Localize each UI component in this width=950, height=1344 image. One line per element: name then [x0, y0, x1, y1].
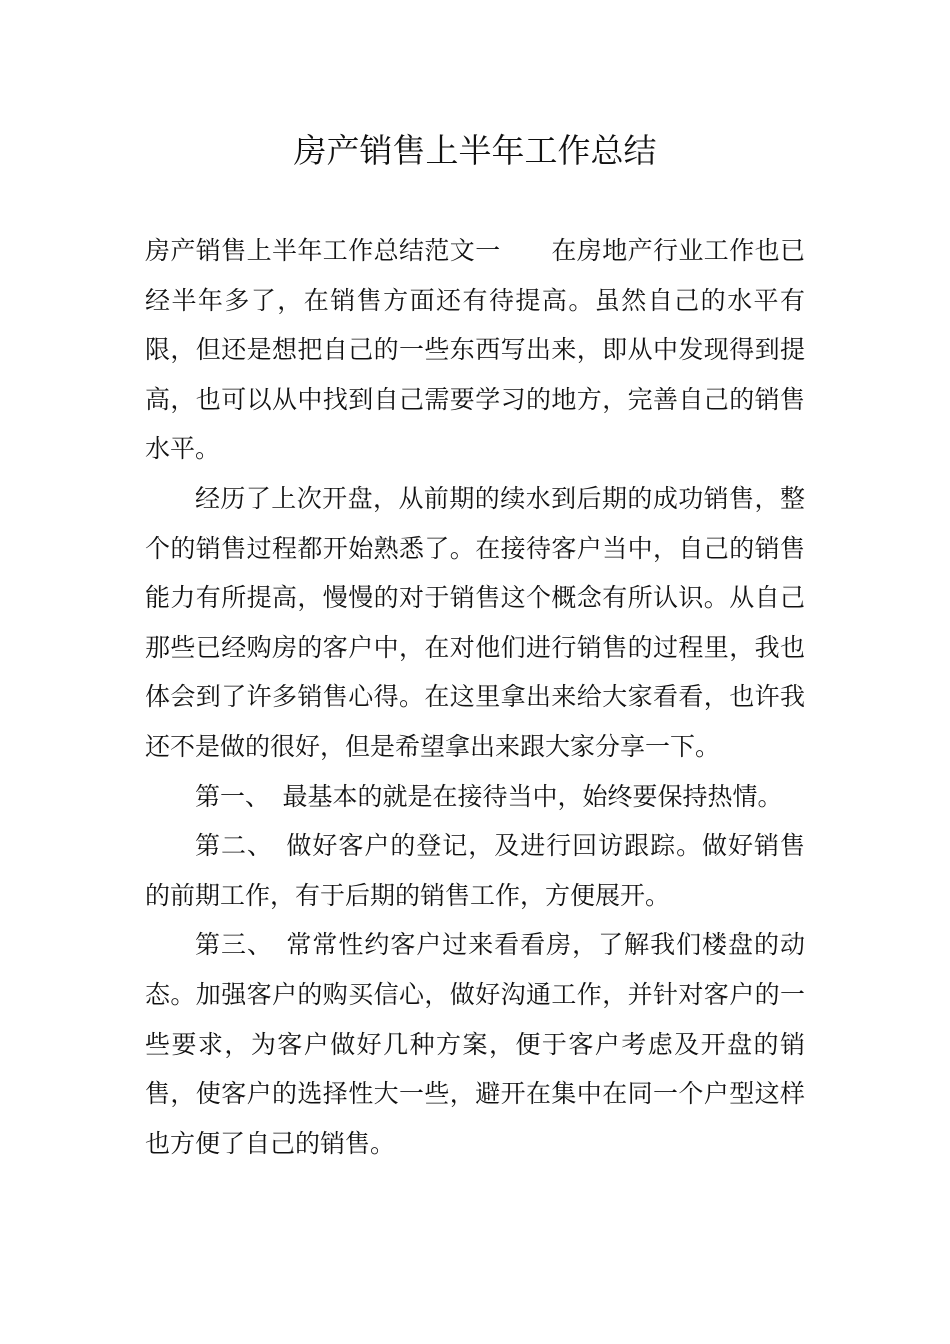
paragraph-point-1: 第一、 最基本的就是在接待当中，始终要保持热情。	[195, 781, 783, 811]
document-title: 房产销售上半年工作总结	[293, 131, 657, 170]
paragraph-point-3: 第三、 常常性约客户过来看看房，了解我们楼盘的动态。加强客户的购买信心，做好沟通工作，并针对客户的一些要求，为客户做好几种方案，便于客户考虑及开盘的销售，使客户的选择性大一些，避开在集中在同一个户型这样也方便了自己的销售。	[145, 930, 805, 1158]
paragraph-point-2: 第二、 做好客户的登记，及进行回访跟踪。做好销售的前期工作，有于后期的销售工作，方便展开。	[145, 831, 805, 910]
paragraph-experience: 经历了上次开盘，从前期的续水到后期的成功销售，整个的销售过程都开始熟悉了。在接待客户当中，自己的销售能力有所提高，慢慢的对于销售这个概念有所认识。从自己那些已经购房的客户中，在对他们进行销售的过程里，我也体会到了许多销售心得。在这里拿出来给大家看看，也许我还不是做的很好，但是希望拿出来跟大家分享一下。	[145, 483, 805, 761]
paragraph-intro: 房产销售上半年工作总结范文一 在房地产行业工作也已经半年多了，在销售方面还有待提高。虽然自己的水平有限，但还是想把自己的一些东西写出来，即从中发现得到提高，也可以从中找到自己需要学习的地方，完善自己的销售水平。	[145, 236, 805, 464]
document-body	[145, 226, 805, 1168]
